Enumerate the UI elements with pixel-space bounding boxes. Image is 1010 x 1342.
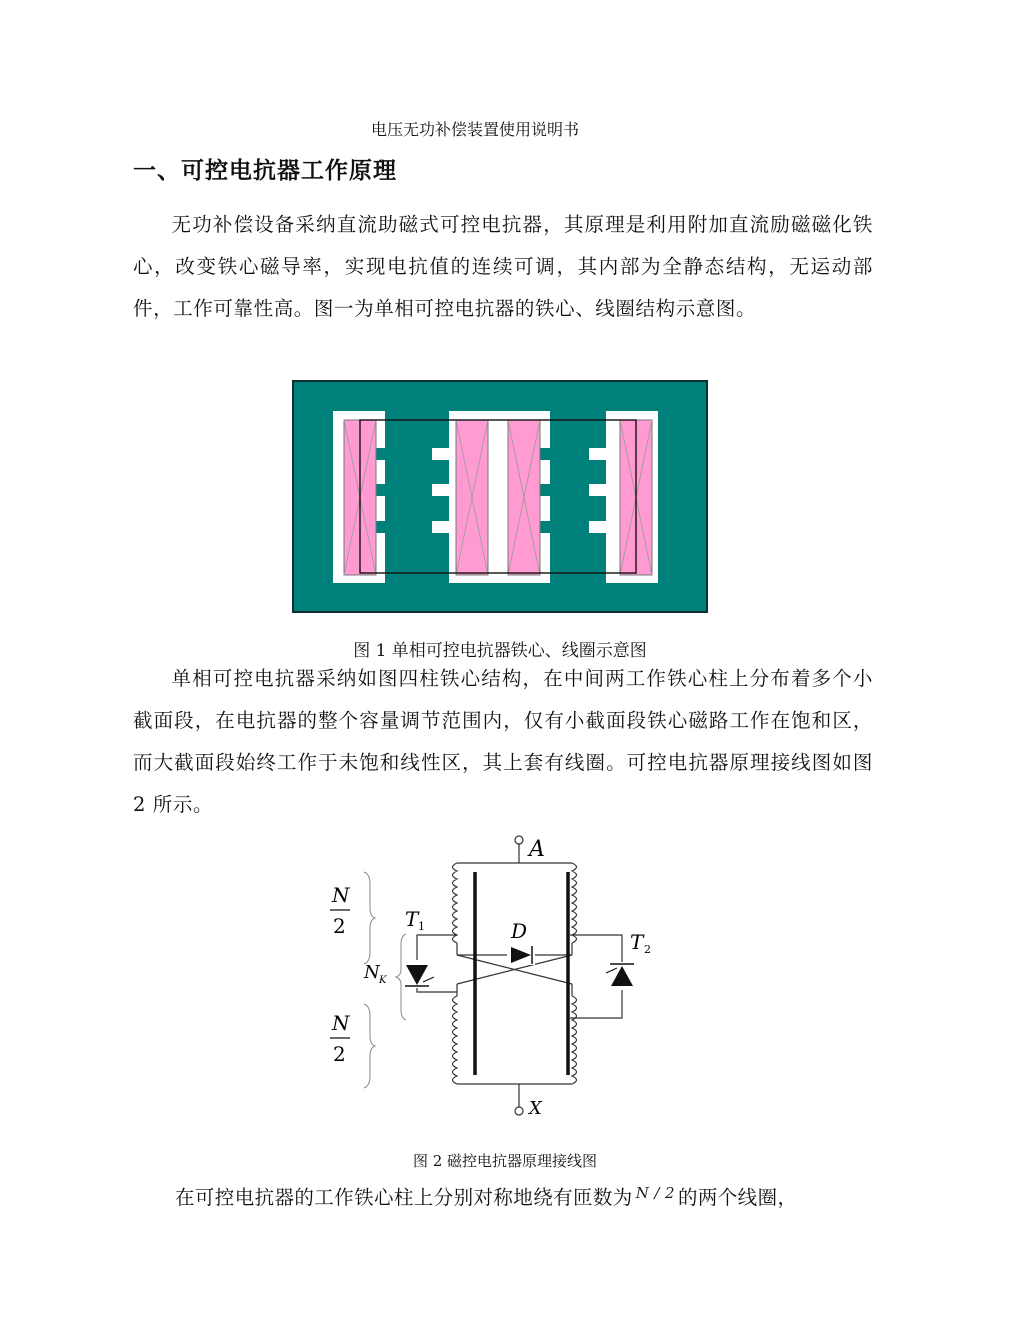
coil-left-top	[453, 863, 458, 943]
figure-2-caption: 图 2 磁控电抗器原理接线图	[412, 1152, 598, 1170]
coil-right-bottom	[572, 996, 577, 1084]
paragraph-3-text-after: 的两个线圈，	[677, 1186, 798, 1209]
terminal-x	[515, 1107, 523, 1115]
label-t2: T	[630, 930, 644, 954]
paragraph-2-text: 单相可控电抗器采纳如图四柱铁心结构，在中间两工作铁心柱上分布着多个小截面段，在电抗器的整个容量调节范围内，仅有小截面段铁心磁路工作在饱和区，而大截面段始终工作于未饱和线性区，其上套有线圈。可控电抗器原理接线图如图 2 所示。	[133, 667, 873, 816]
terminal-a	[515, 836, 523, 844]
paragraph-1-text: 无功补偿设备采纳直流助磁式可控电抗器，其原理是利用附加直流励磁磁化铁心，改变铁心磁导率，实现电抗值的连续可调，其内部为全静态结构，无运动部件，工作可靠性高。图一为单相可控电抗器的铁心、线圈结构示意图。	[133, 213, 873, 320]
label-2-bottom: 2	[333, 1042, 346, 1066]
brace-top	[364, 872, 375, 964]
document-title: 电压无功补偿装置使用说明书	[370, 120, 579, 139]
thyristor-t1	[404, 960, 434, 988]
paragraph-3-math: N / 2	[635, 1184, 675, 1202]
label-n-bottom: N	[332, 1011, 350, 1035]
thyristor-t2	[606, 962, 635, 990]
label-nk-sub: K	[379, 975, 387, 986]
paragraph-2	[133, 658, 873, 826]
brace-bottom	[364, 1004, 375, 1088]
coil-left-bottom	[453, 996, 458, 1084]
label-n-top: N	[332, 883, 350, 907]
figure-1-caption: 图 1 单相可控电抗器铁心、线圈示意图	[353, 641, 647, 661]
paragraph-3	[137, 1172, 857, 1219]
diode-d	[507, 945, 535, 965]
section-heading: 一、可控电抗器工作原理	[133, 158, 397, 184]
label-nk: N	[364, 962, 380, 983]
label-t1-sub: 1	[418, 920, 425, 933]
label-t1: T	[405, 907, 419, 931]
label-a: A	[529, 837, 545, 862]
label-2-top: 2	[333, 914, 346, 938]
figure-2-circuit-diagram	[322, 830, 651, 1122]
paragraph-3-text-before: 在可控电抗器的工作铁心柱上分别对称地绕有匝数为	[175, 1186, 633, 1209]
label-t2-sub: 2	[644, 943, 651, 956]
label-d: D	[511, 919, 528, 943]
figure-1-core-diagram	[292, 380, 708, 613]
label-x: X	[529, 1098, 542, 1119]
paragraph-1	[133, 204, 873, 330]
coil-right-top	[572, 863, 577, 943]
